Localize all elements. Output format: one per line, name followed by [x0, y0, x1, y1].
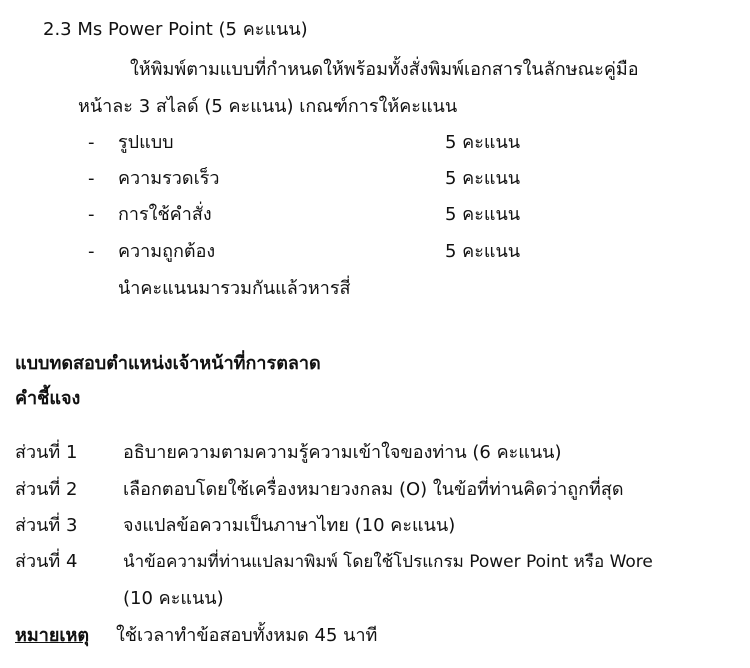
part-label: ส่วนที่ 4: [15, 551, 78, 572]
part-text: อธิบายความตามความรู้ความเข้าใจของท่าน (6 คะแนน): [123, 442, 562, 463]
criteria-score: 5 คะแนน: [445, 204, 521, 225]
criteria-score: 5 คะแนน: [445, 241, 521, 262]
instructions-heading: คำชี้แจง: [15, 388, 81, 409]
criteria-score: 5 คะแนน: [445, 132, 521, 153]
note-text: ใช้เวลาทำข้อสอบทั้งหมด 45 นาที: [116, 625, 378, 646]
part-label: ส่วนที่ 2: [15, 479, 78, 500]
part-text: นำข้อความที่ท่านแปลมาพิมพ์ โดยใช้โปรแกรม Power Point หรือ Wore: [123, 552, 653, 572]
criteria-label: รูปแบบ: [118, 132, 174, 153]
test-title: แบบทดสอบตำแหน่งเจ้าหน้าที่การตลาด: [15, 353, 321, 374]
intro-line-1: ให้พิมพ์ตามแบบที่กำหนดให้พร้อมทั้งสั่งพิมพ์เอกสารในลักษณะคู่มือ: [130, 59, 639, 80]
criteria-dash: -: [88, 168, 95, 189]
criteria-label: ความรวดเร็ว: [118, 168, 220, 189]
criteria-label: ความถูกต้อง: [118, 241, 216, 262]
criteria-dash: -: [88, 132, 95, 153]
part-text: เลือกตอบโดยใช้เครื่องหมายวงกลม (O) ในข้อที่ท่านคิดว่าถูกที่สุด: [123, 479, 624, 500]
criteria-dash: -: [88, 204, 95, 225]
intro-line-2: หน้าละ 3 สไลด์ (5 คะแนน) เกณฑ์การให้คะแนน: [78, 96, 458, 117]
section-heading: 2.3 Ms Power Point (5 คะแนน): [43, 19, 308, 40]
criteria-dash: -: [88, 241, 95, 262]
note-label: หมายเหตุ: [15, 625, 90, 646]
criteria-label: การใช้คำสั่ง: [118, 204, 212, 225]
part-continuation: (10 คะแนน): [123, 588, 224, 609]
part-label: ส่วนที่ 1: [15, 442, 78, 463]
part-text: จงแปลข้อความเป็นภาษาไทย (10 คะแนน): [123, 515, 456, 536]
closing-line: นำคะแนนมารวมกันแล้วหารสี่: [118, 278, 351, 299]
part-label: ส่วนที่ 3: [15, 515, 78, 536]
criteria-score: 5 คะแนน: [445, 168, 521, 189]
